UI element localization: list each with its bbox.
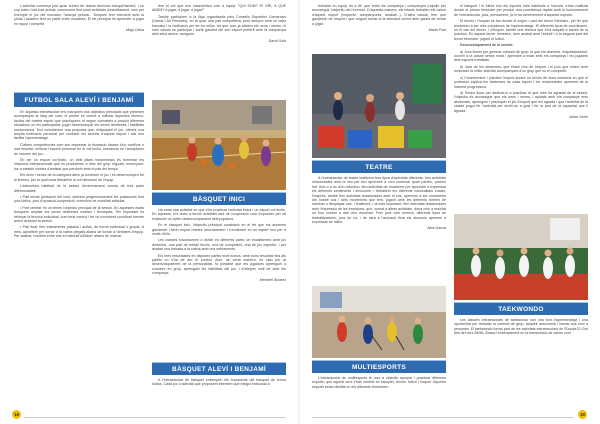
right-top-paragraph: b) Jocs de les destreses, que estan cinc de l'esport i el jocs que volem amb motivació la millor activitat acompanyant d'un grup que no el compartit. xyxy=(454,64,588,74)
taekwondo-banner: TAEKWONDO xyxy=(454,302,588,315)
right-page xyxy=(300,0,600,424)
futbol-paragraph: L'estructura habitual de la sessió d'entrenament consta de tres parts diferenciades: xyxy=(14,184,144,193)
futbol-paragraph: En ser un esport col·lectiu, un dels pilars fonamentals és fomentar les relacions interpersonals que es produeixen a dins del grup d'iguals, ensenyant-los a establir vincles d'amistat que perdurin amb el pas del temps. xyxy=(14,158,144,171)
futbol-paragraph: • Part inicial (activació del cos): activem progressivament les pulsacions fent jocs lúdics, jocs d'oposició-cooperació i exercicis de mobilitat articular. xyxy=(14,194,144,204)
basquet-inici-column xyxy=(152,208,286,358)
basquet-inici-paragraph: Les classes s'acostumen a dividir en diferents parts: un escalfament amb joc dinàmics, una part de treball tècnic, una de competició, una de joc esportiu, i per acabar una tornada a la calma amb uns estiraments. xyxy=(152,238,286,252)
top-right-signature: David Sola xyxy=(268,38,286,43)
left-bottom-rule xyxy=(24,417,286,418)
session-heading: Desenvolupament de la sessió: xyxy=(460,43,514,48)
futbol-paragraph: • Part central: és on tenim l'objectiu principal de la sessió. En aquestes edats busquem ampliar les seves destreses motrius i tècniques. Ten important és reforçar la tècnica individual, com tenir control i fer un moviment coordinat mentre anem acabant la sessió. xyxy=(14,205,144,223)
basquet-alevi-column xyxy=(152,378,286,408)
futbol-paragraph: • Part final: fem estiraments passius i actius, de forma individual o grupal. A més, aprofitem per tornar a la calma plegats abans de tornar a l'ambient d'equip. Per acabar, recollim entre tots el material utilitzat i abans de marxar. xyxy=(14,225,144,239)
futbol-banner: FUTBOL SALA ALEVÍ I BENJAMÍ xyxy=(14,92,144,107)
right-bottom-rule xyxy=(312,417,574,418)
multiesports-paragraph: L'extraescolar de multiesports té com a objectiu apropar i practicar diferents esports, que aquest curs s'han centrat en bàsquet, tennis, futbol i hoquei. Aquests esports estan dividits en els diferents trimestres: xyxy=(312,376,446,389)
taekwondo-photo xyxy=(454,214,588,300)
top-right-column xyxy=(152,4,286,104)
teatre-banner: TEATRE xyxy=(312,160,446,173)
top-right-paragraph: fem el crit que ens caracteritza com a equip: "QUI SOM? EI GRI, A QUÈ ANEM? A jugar, a jugar, a jugar!" xyxy=(152,4,286,13)
intro-paragraph: L'activitat comença just quan surten de classe bencora tranquil·lament, i un cop totes i tots han arribat, comencem fent unes activitats d'escalfament, com per exemple el joc del mocador, l'aranya peluda... Després fem exercicis amb la pilota i acabem fent un partit entre nosaltres. El fet principal és aprendre a jugar en equip i competir. xyxy=(14,4,144,26)
right-top-signature: Albas Vives xyxy=(569,114,588,119)
right-top-column xyxy=(454,4,588,212)
multiesports-photo xyxy=(312,286,446,358)
taekwondo-photo-illustration xyxy=(454,214,588,300)
teatre-top-signature: Marta Font xyxy=(428,28,446,33)
theatre-photo-illustration xyxy=(312,54,446,158)
multiesports-banner: MULTIESPORTS xyxy=(312,360,446,373)
basketball-photo-illustration xyxy=(152,100,286,190)
multiesports-photo-illustration xyxy=(312,286,446,358)
basquet-inici-paragraph: Els més entusiastes en disputen partits molt bonics, amb bons resultats fins als partits on s'ha de dur el control. Això, de certa manera, és clau per al desenvolupament de la personalitat, fa possible que els jugadors aprenguin a conviure en grup, aprenguin les habilitats del joc, i s'integrin molt bé amb els companys. xyxy=(152,253,286,276)
right-page-number: 19 xyxy=(579,412,585,417)
teatre-signature: Aina Garcia xyxy=(427,226,446,231)
top-right-paragraph: També participem a la lliga organitzada pels Consells Esportius Comarcals (Garraf i Alt Penedès), en la qual, una part competitiva, però sempre amb un valor formatiu i la motivació per fer-ho millor, fet que com ja sabem els nens i nenes, el més valuós és participar i sortir gaudint del seu esport preferit amb la companyia dels seus amics i amigues. xyxy=(152,14,286,37)
basquet-inici-paragraph: Ha estat una activitat en què s'ha practicat l'activitat física i un esport col·lectiu. En aquesta, s'hi duen a terme activitats tant de cooperació com d'oposició per tal d'afavorir un òptim desenvolupament dels jugadors. xyxy=(152,208,286,221)
basketball-photo xyxy=(152,100,286,190)
basquet-inici-paragraph: En el bàsquet inici, l'objectiu principal consisteix en el fet que els alumnes gaudeixin i facin esport mentre descobreixen i s'endinsen en un esport nou per a molts d'ells. xyxy=(152,223,286,237)
basquet-alevi-paragraph: A l'extraescolar de bàsquet ensenyem els fonaments del bàsquet de forma lúdica. Cada joc o activitat que proposem intentem que estigui enfocada a xyxy=(152,378,286,387)
futbol-paragraph: Els nens i nenes de la categoria aleví ja coneixen el joc i es desenvolupen bé al terreny, per la qual cosa treballem la col·laboració de l'equip. xyxy=(14,173,144,182)
right-top-paragraph: El tennis i l'hoquei es fan durant el segon i part del tercer trimestre, pel fet que tendeixen a ser més complexos de l'aprenentatge. El diferents tipus de coordinació, en el cas del tennis, i d'hoquei, també una tècnica que s'ha adquirit a través de la pràctica. En aquest tercer trimestre, hem acabat amb l'estudi i a la segona part del tercer trimestre, jugant el futbol. xyxy=(454,19,588,41)
teatre-column xyxy=(312,176,446,286)
left-page-number: 18 xyxy=(13,412,19,417)
taekwondo-column xyxy=(454,318,588,408)
basquet-alevi-banner: BÀSQUET ALEVÍ I BENJAMÍ xyxy=(152,362,286,375)
teatre-top-paragraph: treballar en equip, és a dir, que entre els companys i companyes s'ajudin per aconseguir l'objectiu del l'exercici. D'aquesta manera, els infants treballen els valors d'aquest esport (respecte, companyonia, amistat...). D'altra banda, fem que gaudeixin de l'esport i que volguin tornar-hi la setmana vinent amb ganes de tornar a jugar. xyxy=(312,4,446,26)
taekwondo-paragraph: Les classes extraescolars de taekwondo són una font d'aprenentatge i una oportunitat per treballar la cohesió de grup, adquirir autonomia i formar-nos com a persones. El taekwondo forma part de les activitats extraescolars de l'Escola El Cim des del curs 95/96. Busca l'ensenyament en la transmissió de valors com xyxy=(454,318,588,336)
multiesports-column xyxy=(312,376,446,408)
right-top-paragraph: c) Coneixement i pràctica l'esport durant un mínim de dues sessions en què el professor explica les destreses de cada esport i les relacionades aprenent de la manera progressiva. xyxy=(454,75,588,89)
futbol-paragraph: En aquesta extraescolar ens marquem dos objectius principals que pretenen acompanyar al llarg del curs: el primer es centra a millorar aspectes tècnico-tàctics del mateix esport que practiquem; el segon consisteix a produir diferents situacions on els participants pugin desenvolupar les seves destreses i habilitats sociomotrius. Ens considerem una proposta que, mitjançant el joc, ofereix una àmplia motivació personal per conèixer els secrets d'aquest esport i així ens facilita l'aprenentatge. xyxy=(14,110,144,141)
intro-signature: Magí Calsa xyxy=(125,28,144,33)
basquet-inici-banner: BÀSQUET INICI xyxy=(152,192,286,205)
right-top-paragraph: a) Jocs lliures per generar cohesió de grup: la que els alumnes, majoritàriament, ocorrin a la classe sense mirar i aprendre a estar amb els companys i les jugades dels esports treballats. xyxy=(454,49,588,63)
intro-column xyxy=(14,4,144,84)
right-top-paragraph: d) Temps lliure per dedicar-lo a practicar el que més ha agradat de la sessió: l'objectiu és aconseguir que els nens i nenes, i ajudats amb els companys més afortunats, aprenguin i practiquin el joc d'esport que els agrada i que l'activitat de la classe pugui fer l'activitat per sentir-se a gust i fer la part de la capacitat que li agrada. xyxy=(454,90,588,113)
basquet-inici-signature: Meritxell Álvarez xyxy=(259,277,286,282)
right-top-paragraph: el bàsquet i el futbol són els esports més habituals a l'escola, s'han realitzat durant el primer trimestre per produir una coneixença ràpida amb el funcionament de l'extraescolar, jocs, previament, ja hi ha coneixement d'aquests esports. xyxy=(454,4,588,17)
teatre-paragraph: A l'extraescolar de teatre realitzem tres tipus d'activitats diferents: fem activitats relacionades amb la veu per així aprendre a com controlar quan parlem, parlem fort, fluix o a ús d'un micròfon; fem activitats de moviment per aprendre a expressar els diferents sentiments i emocions; i treballem les diferents musicalitats vocals. Després, també fem activitats relacionades amb el cos, aprenem a ser conscients del nostre cos i dels moviments que fem, jugant amb les diferents formes de caminar o desplaçar-nos. I finalment, i la més important, fem activitats relacionades amb l'expressió de les emocions, que, sumat a altres activitats, dóna com a resultat un bon control a dalt d'un escenari. Fem jocs com mímics, diferents tipus de teatralitzacions, jocs de rol, i de cara a l'actuació final els alumnes aprenen a expressar-se millor. xyxy=(312,176,446,225)
teatre-top-column xyxy=(312,4,446,54)
theatre-photo xyxy=(312,54,446,158)
futbol-column xyxy=(14,110,144,410)
futbol-paragraph: D'altres competències com són respectar la frustració davant d'un conflicte o mal resultat, millorar l'esperit personal en el col·lectiu, tolerància en l'acceptació de normes del joc... xyxy=(14,142,144,156)
